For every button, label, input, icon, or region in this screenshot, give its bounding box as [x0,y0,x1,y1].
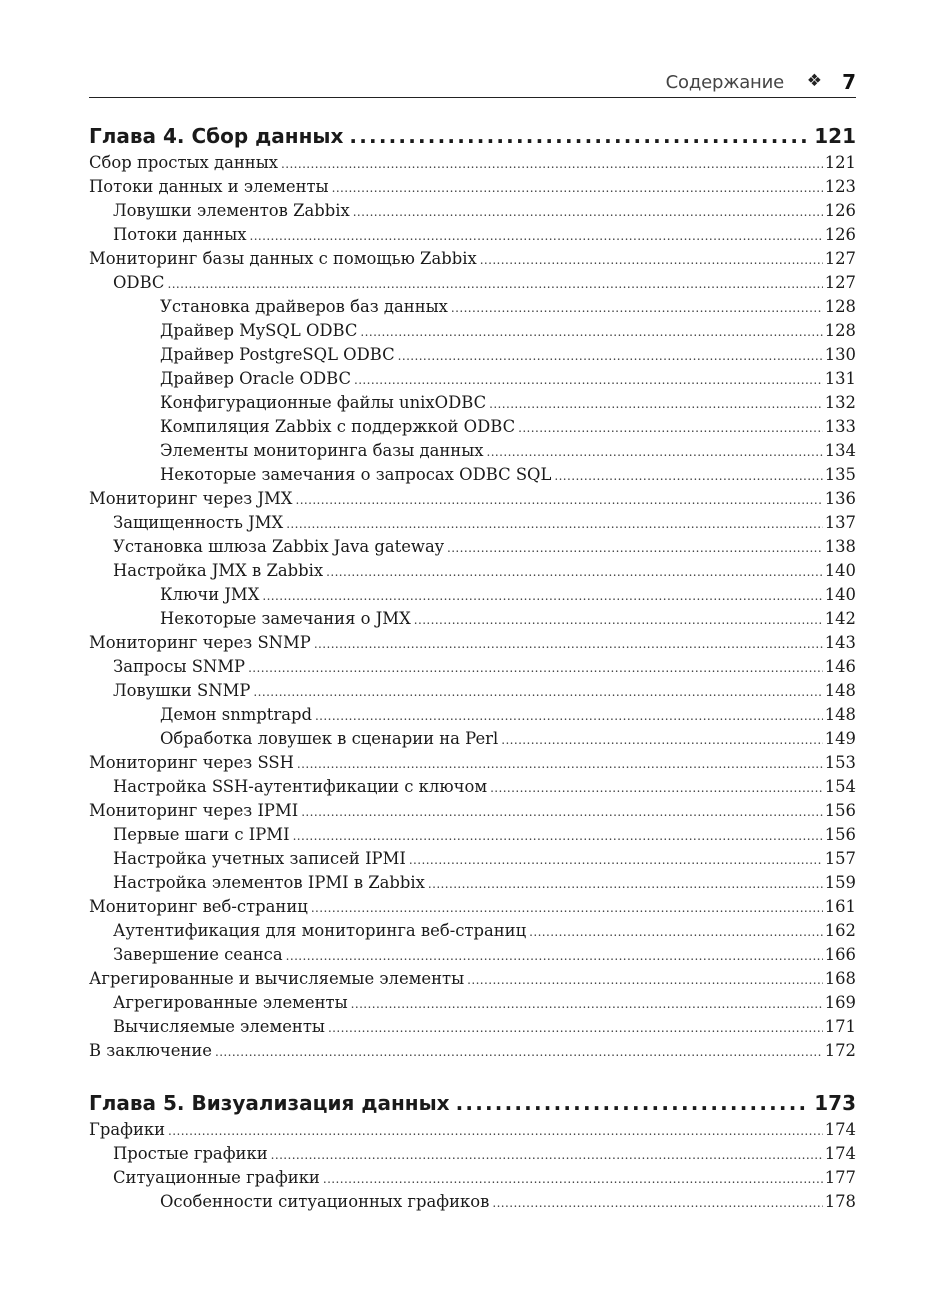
entry-page: 162 [824,921,856,940]
entry-page: 159 [824,873,856,892]
entry-page: 136 [824,489,856,508]
toc-entry[interactable] [89,199,856,223]
dot-leader [271,1142,823,1167]
dot-leader [489,391,823,416]
entry-title: Некоторые замечания о запросах ODBC SQL [89,463,552,487]
toc-entry[interactable] [89,847,856,871]
dot-leader [168,1118,823,1143]
entry-title: ODBC [89,271,165,295]
entry-title: Вычисляемые элементы [89,1015,326,1039]
entry-page: 177 [824,1168,856,1187]
entry-title: Мониторинг через JMX [89,487,293,511]
dot-leader [554,463,822,488]
entry-page: 157 [824,849,856,868]
entry-title: Защищенность JMX [89,511,284,535]
dot-leader [326,559,823,584]
dot-leader [414,607,823,632]
dot-leader [253,679,822,704]
dot-leader [311,895,823,920]
entry-title: Ситуационные графики [89,1166,321,1190]
entry-page: 156 [824,825,856,844]
header-rule [89,97,856,98]
toc-entries [89,1118,856,1214]
dot-leader [360,319,822,344]
entry-page: 121 [824,153,856,172]
entry-title: Установка шлюза Zabbix Java gateway [89,535,445,559]
chapter-title: Глава 5. Визуализация данных [89,1091,450,1115]
entry-title: Агрегированные и вычисляемые элементы [89,967,465,991]
entry-page: 126 [824,201,856,220]
ornament-icon: ❖ [806,71,822,91]
entry-page: 168 [824,969,856,988]
entry-title: Простые графики [89,1142,269,1166]
entry-page: 148 [824,681,856,700]
entry-title: Обработка ловушек в сценарии на Perl [89,727,499,751]
entry-title: Настройка JMX в Zabbix [89,559,324,583]
toc-entry[interactable] [89,271,856,295]
entry-page: 178 [824,1192,856,1211]
dot-leader [293,823,823,848]
toc-entry[interactable] [89,1142,856,1166]
toc-entry[interactable] [89,775,856,799]
toc-entry[interactable] [89,391,856,415]
entry-page: 174 [824,1120,856,1139]
entry-page: 128 [824,321,856,340]
entry-page: 154 [824,777,856,796]
dot-leader [451,295,823,320]
entry-title: Установка драйверов баз данных [89,295,449,319]
toc-entry[interactable] [89,343,856,367]
entry-title: В заключение [89,1039,213,1063]
dot-leader [354,367,823,392]
entry-page: 161 [824,897,856,916]
entry-page: 140 [824,585,856,604]
entry-title: Драйвер PostgreSQL ODBC [89,343,396,367]
dot-leader [301,799,822,824]
chapter-page: 173 [814,1091,856,1115]
entry-title: Запросы SNMP [89,655,246,679]
chapter-heading[interactable] [89,1088,856,1118]
entry-title: Аутентификация для мониторинга веб-страниц [89,919,527,943]
entry-title: Элементы мониторинга базы данных [89,439,485,463]
toc-entry[interactable] [89,679,856,703]
entry-page: 142 [824,609,856,628]
dot-leader [428,871,823,896]
entry-title: Настройка SSH-аутентификации с ключом [89,775,488,799]
entry-page: 174 [824,1144,856,1163]
chapter-heading[interactable] [89,121,856,151]
toc-entry[interactable] [89,583,856,607]
toc-entry[interactable] [89,223,856,247]
toc-entry[interactable] [89,607,856,631]
entry-page: 137 [824,513,856,532]
toc-entry[interactable] [89,511,856,535]
toc-entry[interactable] [89,943,856,967]
toc-entry[interactable] [89,631,856,655]
toc-entry[interactable] [89,295,856,319]
entry-title: Потоки данных и элементы [89,175,330,199]
entry-title: Сбор простых данных [89,151,279,175]
toc-entry[interactable] [89,487,856,511]
dot-leader [349,121,808,151]
entry-title: Драйвер MySQL ODBC [89,319,358,343]
dot-leader [281,151,823,176]
entry-title: Настройка элементов IPMI в Zabbix [89,871,426,895]
entry-title: Настройка учетных записей IPMI [89,847,407,871]
entry-page: 123 [824,177,856,196]
toc-entry[interactable] [89,703,856,727]
toc-entry[interactable] [89,367,856,391]
running-head [89,68,856,98]
entry-page: 132 [824,393,856,412]
entry-title: Агрегированные элементы [89,991,349,1015]
toc-entry[interactable] [89,967,856,991]
toc-entry[interactable] [89,895,856,919]
dot-leader [215,1039,823,1064]
entry-title: Драйвер Oracle ODBC [89,367,352,391]
entry-title: Некоторые замечания о JMX [89,607,412,631]
toc-entry[interactable] [89,319,856,343]
entry-page: 135 [824,465,856,484]
toc-entry[interactable] [89,751,856,775]
toc-entries [89,151,856,1063]
section-title: Содержание [665,72,784,93]
entry-page: 131 [824,369,856,388]
dot-leader [467,967,823,992]
entry-title: Ловушки элементов Zabbix [89,199,351,223]
dot-leader [487,439,823,464]
entry-title: Особенности ситуационных графиков [89,1190,490,1214]
toc-entry[interactable] [89,1166,856,1190]
entry-title: Ключи JMX [89,583,260,607]
dot-leader [398,343,823,368]
toc-entry[interactable] [89,1039,856,1063]
dot-leader [409,847,823,872]
dot-leader [286,943,823,968]
entry-title: Мониторинг через SNMP [89,631,312,655]
chapter-title: Глава 4. Сбор данных [89,124,344,148]
entry-page: 134 [824,441,856,460]
dot-leader [295,487,822,512]
entry-page: 156 [824,801,856,820]
entry-page: 153 [824,753,856,772]
dot-leader [447,535,823,560]
toc-entry[interactable] [89,799,856,823]
entry-title: Завершение сеанса [89,943,284,967]
entry-page: 130 [824,345,856,364]
toc-entry[interactable] [89,463,856,487]
entry-title: Потоки данных [89,223,247,247]
entry-title: Первые шаги с IPMI [89,823,291,847]
dot-leader [353,199,823,224]
dot-leader [249,223,822,248]
dot-leader [297,751,823,776]
entry-title: Мониторинг через SSH [89,751,295,775]
dot-leader [248,655,823,680]
toc-entry[interactable] [89,1015,856,1039]
toc-entry[interactable] [89,919,856,943]
entry-page: 140 [824,561,856,580]
dot-leader [167,271,822,296]
toc-entry[interactable] [89,559,856,583]
toc-entry[interactable] [89,175,856,199]
toc-entry[interactable] [89,655,856,679]
dot-leader [315,703,823,728]
entry-title: Мониторинг базы данных с помощью Zabbix [89,247,478,271]
dot-leader [286,511,822,536]
entry-page: 138 [824,537,856,556]
toc-entry[interactable] [89,415,856,439]
entry-title: Компиляция Zabbix с поддержкой ODBC [89,415,516,439]
entry-page: 149 [824,729,856,748]
toc-entry[interactable] [89,439,856,463]
entry-page: 127 [824,249,856,268]
entry-page: 172 [824,1041,856,1060]
dot-leader [490,775,823,800]
chapter-page: 121 [814,124,856,148]
entry-page: 128 [824,297,856,316]
entry-page: 146 [824,657,856,676]
entry-title: Ловушки SNMP [89,679,251,703]
chapter-5-section [89,1088,856,1214]
dot-leader [518,415,823,440]
toc-entry[interactable] [89,823,856,847]
dot-leader [323,1166,823,1191]
toc-entry[interactable] [89,991,856,1015]
entry-title: Конфигурационные файлы unixODBC [89,391,487,415]
chapter-4-section [89,121,856,1063]
entry-page: 126 [824,225,856,244]
dot-leader [351,991,823,1016]
dot-leader [529,919,823,944]
entry-page: 171 [824,1017,856,1036]
dot-leader [492,1190,822,1215]
toc-entry[interactable] [89,1118,856,1142]
entry-page: 127 [824,273,856,292]
toc-entry[interactable] [89,1190,856,1214]
dot-leader [480,247,823,272]
entry-title: Мониторинг веб-страниц [89,895,309,919]
entry-title: Демон snmptrapd [89,703,313,727]
toc-entry[interactable] [89,151,856,175]
dot-leader [328,1015,823,1040]
toc-entry[interactable] [89,871,856,895]
entry-title: Графики [89,1118,166,1142]
dot-leader [332,175,823,200]
dot-leader [262,583,822,608]
toc-entry[interactable] [89,727,856,751]
page-number: 7 [842,70,856,94]
entry-page: 133 [824,417,856,436]
dot-leader [456,1088,809,1118]
toc-entry[interactable] [89,247,856,271]
entry-title: Мониторинг через IPMI [89,799,299,823]
entry-page: 143 [824,633,856,652]
entry-page: 169 [824,993,856,1012]
dot-leader [501,727,822,752]
dot-leader [314,631,823,656]
entry-page: 166 [824,945,856,964]
entry-page: 148 [824,705,856,724]
toc-entry[interactable] [89,535,856,559]
